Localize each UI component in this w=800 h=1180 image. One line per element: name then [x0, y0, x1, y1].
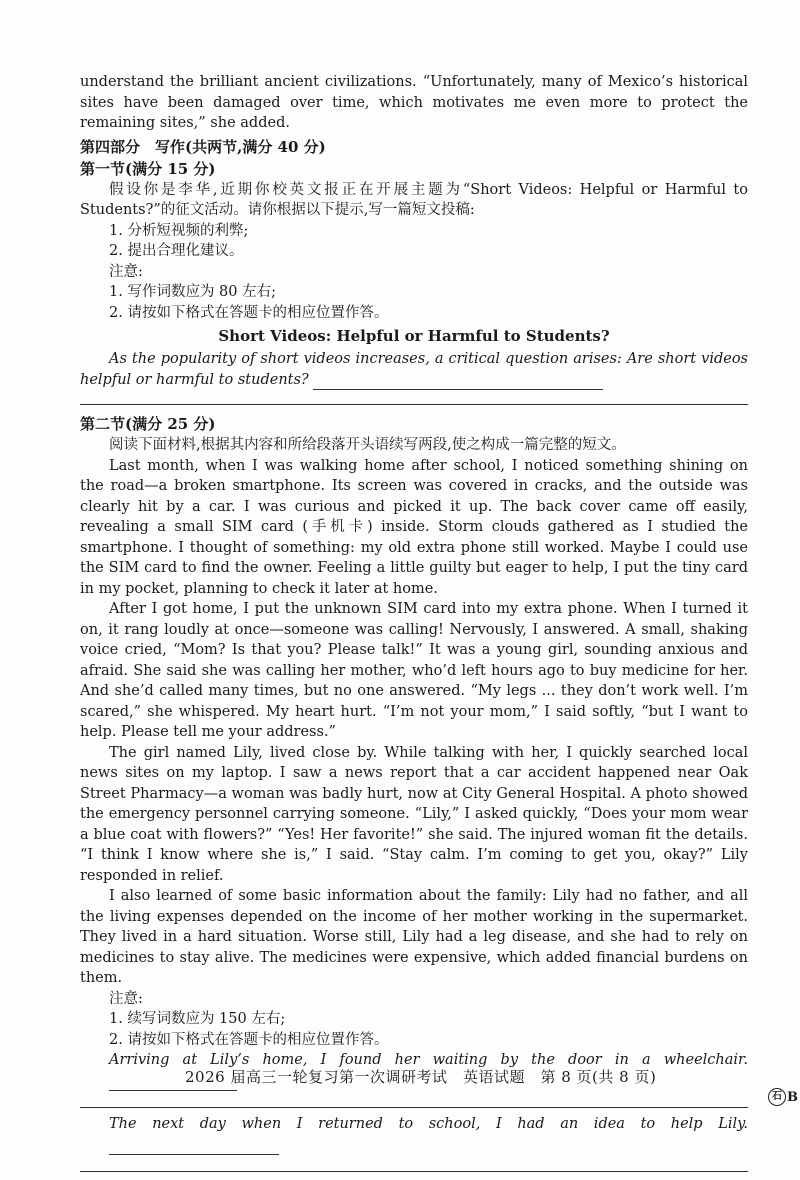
part4-heading: 第四部分 写作(共两节,满分 40 分)	[80, 137, 326, 156]
section1-point: 2. 提出合理化建议。	[109, 243, 244, 259]
section1-intro: 假设你是李华,近期你校英文报正在开展主题为“Short Videos: Helpful or Harmful to Students?”的征文活动。请你根据以下提示,写一篇短文投稿:	[80, 181, 748, 218]
section1-note: 2. 请按如下格式在答题卡的相应位置作答。	[109, 304, 389, 321]
section1-point: 1. 分析短视频的利弊;	[109, 222, 249, 239]
story-paragraph: After I got home, I put the unknown SIM card into my extra phone. When I turned it on, it rang loudly at once—someone was calling! Nervously, I answered. A small, shaking voice cried, “Mom? Is that you? Please talk!” It was a young girl, sounding anxious and afraid. She said she was calling her mother, who’d left hours ago to buy medicine for her. And she’d called many times, but no one answered. “My legs ... they don’t work well. I’m scared,” she whispered. My heart hurt. “I’m not your mom,” I said softly, “but I want to help. Please tell me your address.”	[80, 601, 748, 740]
corner-mark	[768, 1088, 798, 1106]
section2-note: 2. 请按如下格式在答题卡的相应位置作答。	[109, 1031, 389, 1048]
section2-instruction: 阅读下面材料,根据其内容和所给段落开头语续写两段,使之构成一篇完整的短文。	[109, 437, 626, 453]
corner-letter: B	[787, 1089, 798, 1105]
exam-page	[80, 72, 748, 1180]
page-footer: 2026 届高三一轮复习第一次调研考试 英语试题 第 8 页(共 8 页)	[185, 1068, 657, 1086]
story-paragraph: The girl named Lily, lived close by. While talking with her, I quickly searched local news sites on my laptop. I saw a news report that a car accident happened near Oak Street Pharmacy—a woman was badly hurt, now at City General Hospital. A photo showed the emergency personnel carrying someone. “Lily,” I asked quickly, “Does your mom wear a blue coat with flowers?” “Yes! Her favorite!” she said. The injured woman fit the details. “I think I know where she is,” I said. “Stay calm. I’m coming to get you, okay?” Lily responded in relief.	[80, 744, 748, 884]
section1-note: 1. 写作词数应为 80 左右;	[109, 284, 276, 300]
answer-line[interactable]	[80, 1159, 748, 1172]
answer-line[interactable]	[80, 1095, 748, 1108]
section2-note: 1. 续写词数应为 150 左右;	[109, 1011, 286, 1027]
answer-line[interactable]	[109, 1140, 279, 1155]
section2-heading: 第二节(满分 25 分)	[80, 415, 216, 433]
section1-heading: 第一节(满分 15 分)	[80, 159, 216, 178]
circle-mark: 石	[768, 1088, 786, 1106]
essay-opening	[80, 349, 748, 390]
section1	[80, 158, 748, 406]
story-paragraph: Last month, when I was walking home after school, I noticed something shining on the road—a broken smartphone. Its screen was covered in cracks, and the outside was clearly hit by a car. I was curious and picked it up. The back cover came off easily, revealing a small SIM card (手机卡) inside. Storm clouds gathered as I studied the smartphone. I thought of something: my old extra phone still worked. Maybe I could use the SIM card to find the owner. Feeling a little guilty but eager to help, I put the tiny card in my pocket, planning to check it later at home.	[80, 457, 748, 597]
section2	[80, 413, 748, 1172]
answer-line[interactable]	[313, 375, 603, 390]
answer-line[interactable]	[80, 392, 748, 405]
essay-title: Short Videos: Helpful or Harmful to Students?	[218, 327, 610, 345]
continuation-prompt-2	[80, 1114, 748, 1155]
previous-passage-ending: understand the brilliant ancient civilizations. “Unfortunately, many of Mexico’s historical sites have been damaged over time, which motivates me even more to protect the remaining sites,” she added.	[80, 74, 748, 131]
prompt-2-text: The next day when I returned to school, I had an idea to help Lily.	[109, 1116, 748, 1132]
story-paragraph: I also learned of some basic information about the family: Lily had no father, and all the living expenses depended on the income of her mother working in the supermarket. They lived in a hard situation. Worse still, Lily had a leg disease, and she had to rely on medicines to stay alive. The medicines were expensive, which added financial burdens on them.	[80, 888, 748, 986]
essay-opening-text: As the popularity of short videos increases, a critical question arises: Are short videos helpful or harmful to students?	[80, 351, 748, 388]
section1-note-label: 注意:	[109, 263, 143, 280]
section2-note-label: 注意:	[109, 990, 143, 1007]
prompt-1-text: Arriving at Lily’s home, I found her waiting by the door in a wheelchair.	[109, 1052, 748, 1068]
